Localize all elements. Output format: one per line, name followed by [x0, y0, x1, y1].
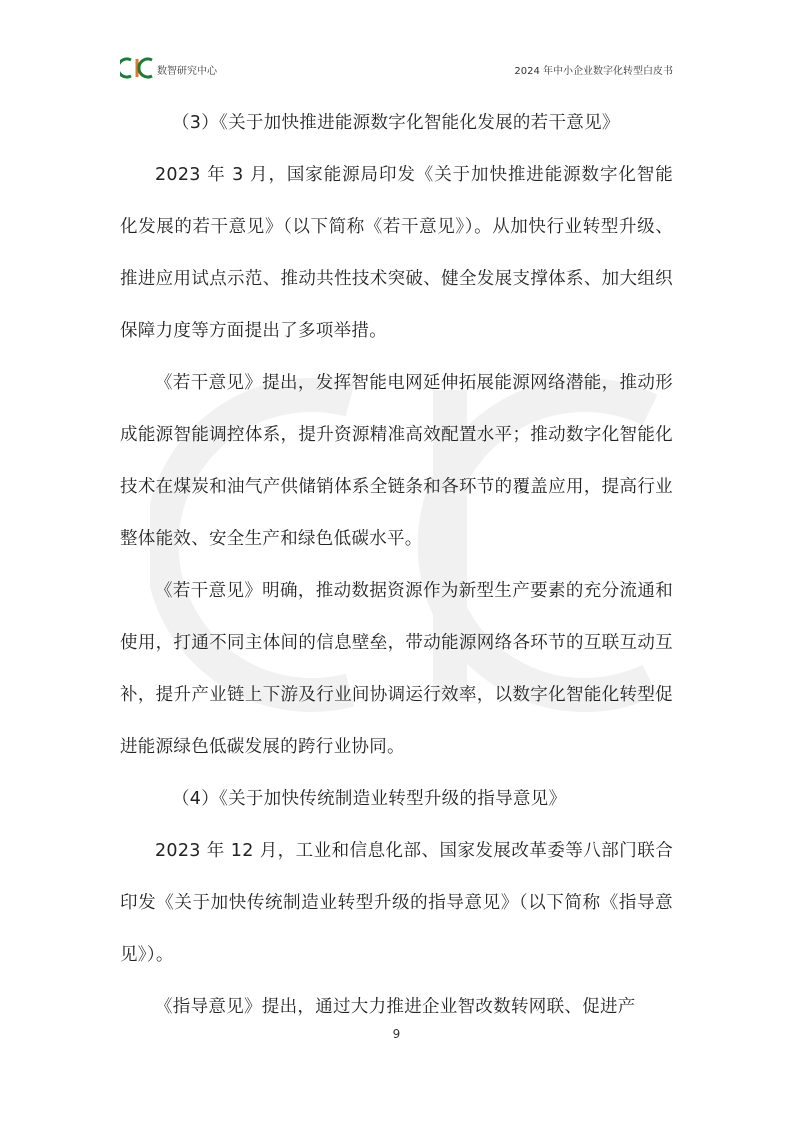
document-title: 2024 年中小企业数字化转型白皮书 [514, 66, 673, 77]
page-header [120, 54, 673, 84]
section-heading-4: （4）《关于加快传统制造业转型升级的指导意见》 [172, 789, 567, 809]
cic-logo-icon [120, 56, 156, 80]
section-heading-3: （3）《关于加快推进能源数字化智能化发展的若干意见》 [172, 113, 620, 133]
body-paragraph: 2023 年 12 月，工业和信息化部、国家发展改革委等八部门联合印发《关于加快传统制造业转型升级的指导意见》（以下简称《指导意见》）。 [120, 841, 673, 965]
page-number: 9 [392, 1027, 401, 1041]
body-paragraph: 2023 年 3 月，国家能源局印发《关于加快推进能源数字化智能化发展的若干意见》（以下简称《若干意见》）。从加快行业转型升级、推进应用试点示范、推动共性技术突破、健全发展支撑体系、加大组织保障力度等方面提出了多项举措。 [120, 165, 673, 341]
body-paragraph: 《若干意见》提出，发挥智能电网延伸拓展能源网络潜能，推动形成能源智能调控体系，提升资源精准高效配置水平；推动数字化智能化技术在煤炭和油气产供储销体系全链条和各环节的覆盖应用，提高行业整体能效、安全生产和绿色低碳水平。 [120, 373, 673, 549]
org-name: 数智研究中心 [157, 66, 217, 77]
body-paragraph: 《指导意见》提出，通过大力推进企业智改数转网联、促进产 [155, 997, 636, 1017]
page-body [120, 97, 673, 1033]
body-paragraph: 《若干意见》明确，推动数据资源作为新型生产要素的充分流通和使用，打通不同主体间的信息壁垒，带动能源网络各环节的互联互动互补，提升产业链上下游及行业间协调运行效率，以数字化智能化转型促进能源绿色低碳发展的跨行业协同。 [120, 581, 673, 757]
